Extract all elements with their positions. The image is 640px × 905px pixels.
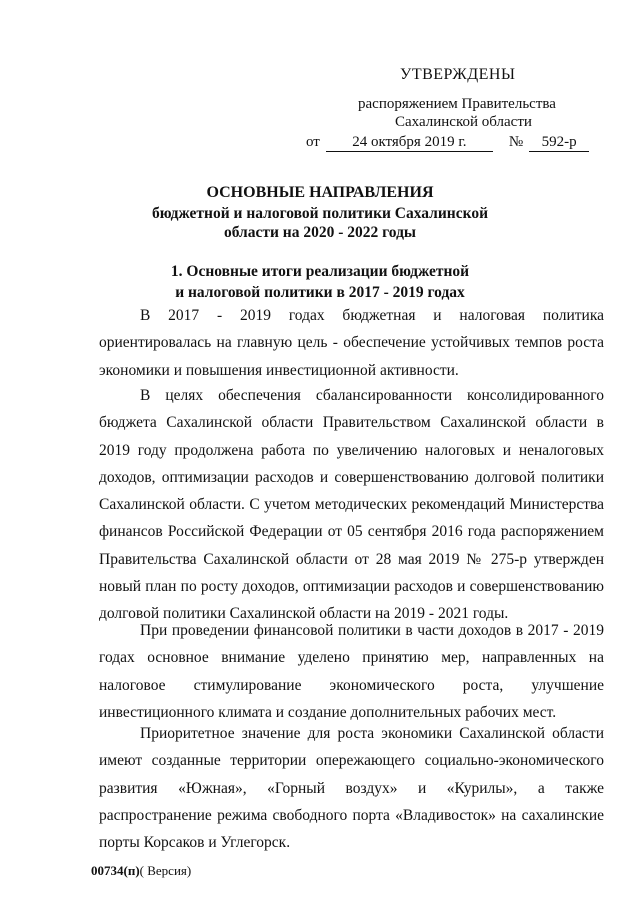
paragraph-3: При проведении финансовой политики в части доходов в 2017 - 2019 годах основное внимание уделено принятию мер, направленных на налоговое стимулирование экономического роста, улучшение инвестиционного климата и создание дополнительных рабочих мест.	[99, 622, 604, 721]
section-heading-line-2: и налоговой политики в 2017 - 2019 годах	[175, 284, 465, 301]
document-subtitle-line-2: области на 2020 - 2022 годы	[223, 224, 417, 241]
document-subtitle-line-1: бюджетной и налоговой политики Сахалинской	[151, 205, 489, 222]
number-sign: №	[508, 134, 524, 150]
approval-stamp-title: УТВЕРЖДЕНЫ	[400, 66, 516, 83]
approval-date: 24 октября 2019 г.	[326, 134, 493, 152]
paragraph-4: Приоритетное значение для роста экономики Сахалинской области имеют созданные территории опережающего социально-экономического развития «Южная», «Горный воздух» и «Курилы», а также распространение режима свободного порта «Владивосток» на сахалинские порты Корсаков и Углегорск.	[99, 725, 604, 852]
document-title: ОСНОВНЫЕ НАПРАВЛЕНИЯ	[206, 184, 434, 201]
section-heading-line-1: 1. Основные итоги реализации бюджетной	[170, 263, 470, 280]
date-prefix: от	[306, 134, 320, 150]
approval-number: 592-р	[529, 134, 589, 152]
document-code: 00734(п)	[91, 863, 140, 878]
approval-region-line: Сахалинской области	[395, 114, 532, 130]
paragraph-1: В 2017 - 2019 годах бюджетная и налоговая политика ориентировалась на главную цель - обеспечение устойчивых темпов роста экономики и повышения инвестиционной активности.	[99, 307, 604, 379]
document-footer	[91, 863, 191, 879]
approval-date-line	[306, 134, 589, 152]
document-version: ( Версия)	[139, 863, 192, 878]
approval-order-line: распоряжением Правительства	[358, 96, 556, 112]
paragraph-2: В целях обеспечения сбалансированности консолидированного бюджета Сахалинской области Правительством Сахалинской области в 2019 году продолжена работа по увеличению налоговых и неналоговых доходов, оптимизации расходов и совершенствованию долговой политики Сахалинской области. С учетом методических рекомендаций Министерства финансов Российской Федерации от 05 сентября 2016 года распоряжением Правительства Сахалинской области от 28 мая 2019 № 275-р утвержден новый план по росту доходов, оптимизации расходов и совершенствованию долговой политики Сахалинской области на 2019 - 2021 годы.	[99, 387, 604, 623]
